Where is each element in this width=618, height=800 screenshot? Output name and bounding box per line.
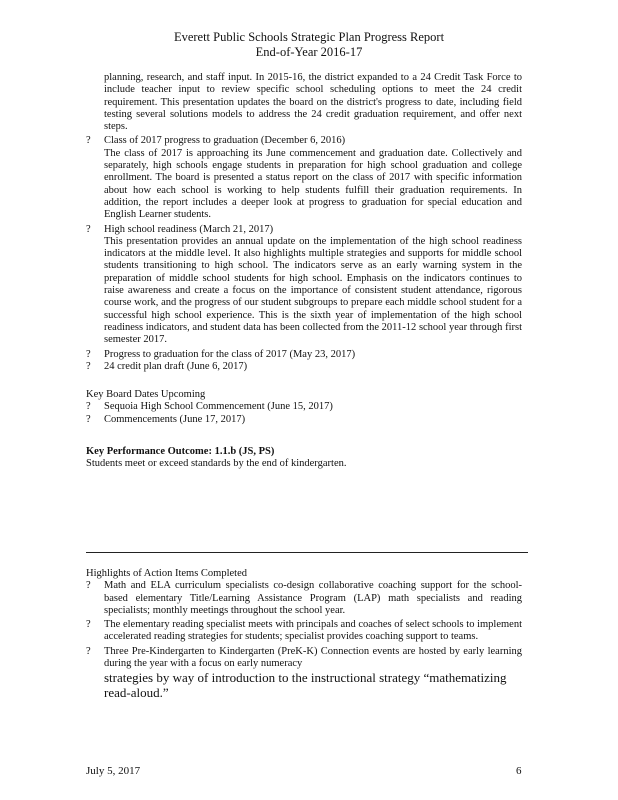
bullet-glyph: ? bbox=[86, 135, 91, 147]
report-subtitle: End-of-Year 2016-17 bbox=[255, 45, 363, 59]
item-title: Class of 2017 progress to graduation (December 6, 2016) bbox=[104, 135, 346, 147]
list-item bbox=[86, 619, 522, 644]
item-title: High school readiness (March 21, 2017) bbox=[104, 223, 274, 235]
bullet-glyph: ? bbox=[86, 401, 91, 413]
highlight-continuation: strategies by way of introduction to the instructional strategy “mathematizing read-aloud.” bbox=[104, 670, 507, 701]
bullet-glyph: ? bbox=[86, 360, 91, 372]
body-bottom bbox=[86, 568, 522, 700]
report-title: Everett Public Schools Strategic Plan Progress Report bbox=[173, 30, 445, 44]
bullet-glyph: ? bbox=[86, 223, 91, 235]
item-title: 24 credit plan draft (June 6, 2017) bbox=[104, 360, 248, 372]
upcoming-event: Sequoia High School Commencement (June 15, 2017) bbox=[104, 401, 333, 413]
body-top bbox=[86, 72, 522, 471]
page-number: 6 bbox=[516, 765, 522, 777]
kpi-description: Students meet or exceed standards by the end of kindergarten. bbox=[86, 458, 347, 470]
upcoming-event: Commencements (June 17, 2017) bbox=[104, 413, 246, 425]
item-title: Progress to graduation for the class of 2017 (May 23, 2017) bbox=[104, 348, 356, 360]
item-description: This presentation provides an annual update on the implementation of the high school readiness indicators at the middle level. It also highlights multiple strategies and supports for middle school students transitioning to high school. The indicators serve as an early warning system in the preparation of middle school students for high school. Emphasis on the indicators continues to raise awareness and create a focus on the importance of consistent student attendance, rigorous course work, and the progress of our student subgroups to prepare each middle school student for a successful high school experience. This is the sixth year of implementation of the high school readiness indicators, and student data has been collected from the 2011-12 school year through first semester 2017. bbox=[104, 235, 522, 346]
list-item bbox=[86, 135, 522, 221]
highlights-heading: Highlights of Action Items Completed bbox=[86, 568, 247, 579]
bullet-glyph: ? bbox=[86, 348, 91, 360]
bullet-glyph: ? bbox=[86, 645, 91, 657]
section-divider bbox=[86, 552, 528, 553]
item-description: The class of 2017 is approaching its June commencement and graduation date. Collectively and separately, high schools engage students in preparation for high school graduation and college enrollment. The board is presented a status report on the class of 2017 with specific information about how each school is working to help students fulfill their graduation requirements. In addition, the report includes a deeper look at progress to graduation for special education and English Learner students. bbox=[104, 147, 522, 221]
list-item bbox=[86, 580, 522, 617]
list-item bbox=[86, 414, 522, 426]
bullet-glyph: ? bbox=[86, 619, 91, 631]
highlight-text: The elementary reading specialist meets with principals and coaches of select schools to implement accelerated reading strategies for students; specialist provides coaching support to teams. bbox=[104, 619, 522, 643]
kpi-title: Key Performance Outcome: 1.1.b (JS, PS) bbox=[86, 446, 275, 458]
highlight-text: Math and ELA curriculum specialists co-design collaborative coaching support for the school-based elementary Title/Learning Assistance Program (LAP) math specialists and reading specialists; monthly meetings throughout the school year. bbox=[104, 580, 522, 616]
list-item bbox=[86, 646, 522, 671]
upcoming-heading: Key Board Dates Upcoming bbox=[86, 389, 206, 401]
footer-date: July 5, 2017 bbox=[86, 765, 141, 777]
list-item bbox=[86, 361, 522, 373]
list-item bbox=[86, 224, 522, 347]
bullet-glyph: ? bbox=[86, 413, 91, 425]
intro-paragraph: planning, research, and staff input. In 2015-16, the district expanded to a 24 Credit Task Force to include teacher input to review specific school scheduling options to meet the 24 credit requirement. This presentation updates the board on the district's progress to date, including field testing several solutions models to address the 24 credit graduation requirement, and offer next steps. bbox=[104, 72, 522, 133]
list-item bbox=[86, 401, 522, 413]
bullet-glyph: ? bbox=[86, 580, 91, 592]
list-item bbox=[86, 349, 522, 361]
highlight-text: Three Pre-Kindergarten to Kindergarten (PreK-K) Connection events are hosted by early learning during the year with a focus on early numeracy bbox=[104, 645, 522, 670]
